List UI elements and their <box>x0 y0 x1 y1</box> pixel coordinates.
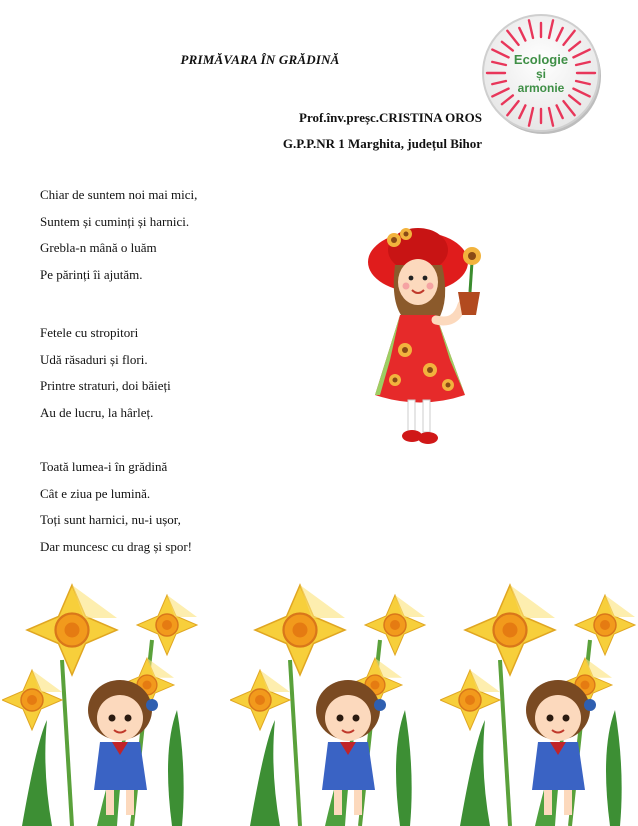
poem-line: Cât e ziua pe lumină. <box>40 485 151 501</box>
poem-stanza-3 <box>40 454 192 560</box>
poem-line: Udă răsaduri și flori. <box>40 351 148 367</box>
poem-stanza-2 <box>40 320 171 426</box>
daffodils-girl-icon <box>2 570 202 826</box>
poem-line: Toți sunt harnici, nu-i ușor, <box>40 512 181 527</box>
poem-line: Pe părinți îi ajutăm. <box>40 266 143 282</box>
school-line: G.P.P.NR 1 Marghita, județul Bihor <box>282 136 482 151</box>
poem-line: Grebla-n mână o luăm <box>40 240 157 255</box>
author-line: Prof.înv.preșc.CRISTINA OROS <box>299 110 482 125</box>
poem-stanza-1 <box>40 182 197 288</box>
logo-line-3: armonie <box>517 81 565 95</box>
poem-line: Suntem și cuminți și harnici. <box>40 213 190 229</box>
girl-with-flowerpot-icon <box>360 220 500 460</box>
ecologie-logo <box>477 10 605 138</box>
poem-line: Fetele cu stropitori <box>40 325 139 340</box>
poem-line: Toată lumea-i în grădină <box>40 459 168 474</box>
poem-line: Dar muncesc cu drag și spor! <box>40 538 192 554</box>
page-title: PRIMĂVARA ÎN GRĂDINĂ <box>180 52 340 67</box>
logo-line-2: și <box>535 67 547 81</box>
daffodils-girl-icon <box>440 570 638 826</box>
poem-line: Au de lucru, la hârleț. <box>40 404 154 420</box>
daffodils-girl-icon <box>230 570 430 826</box>
poem-line: Printre straturi, doi băieți <box>40 378 171 393</box>
logo-line-1: Ecologie <box>513 52 569 67</box>
poem-line: Chiar de suntem noi mai mici, <box>40 187 198 202</box>
